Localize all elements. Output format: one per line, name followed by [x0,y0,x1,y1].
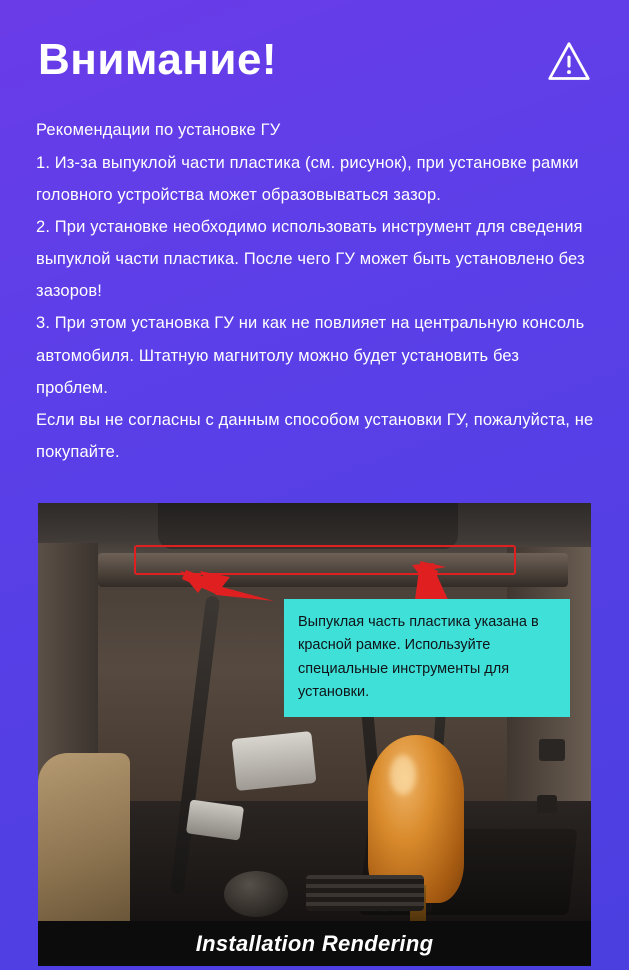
callout-box [284,599,570,717]
instructions-intro: Рекомендации по установке ГУ [36,121,281,140]
arrow-left-marker [178,565,278,613]
trim-clip [539,739,565,761]
dashboard-recess [158,503,458,549]
gear-knob-highlight [390,755,416,795]
left-seat [38,753,130,921]
instructions-disclaimer: Если вы не согласны с данным способом установки ГУ, пожалуйста, не покупайте. [36,410,594,462]
instructions-item-1: 1. Из-за выпуклой части пластика (см. рисунок), при установке рамки головного устройства может образовываться зазор. [36,153,579,204]
air-vent [306,875,424,911]
connector-block [232,731,317,791]
figure-caption: Installation Rendering [38,921,591,966]
warning-triangle-icon [547,40,591,84]
control-knob [224,871,288,917]
instructions-item-2: 2. При установке необходимо использовать инструмент для сведения выпуклой части пластика. После чего ГУ может быть установлено без зазоров! [36,217,585,301]
trim-clip-2 [537,795,557,813]
instructions-item-3: 3. При этом установка ГУ ни как не повлияет на центральную консоль автомобиля. Штатную магнитолу можно будет установить без проблем. [36,314,585,397]
installation-figure [38,503,591,966]
page-header [0,0,629,84]
callout-text: Выпуклая часть пластика указана в красной рамке. Используйте специальные инструменты для установки. [298,614,539,701]
instructions-block [0,84,629,468]
installation-photo [38,503,591,921]
connector-block-small [186,799,244,840]
page-title: Внимание! [38,35,278,84]
